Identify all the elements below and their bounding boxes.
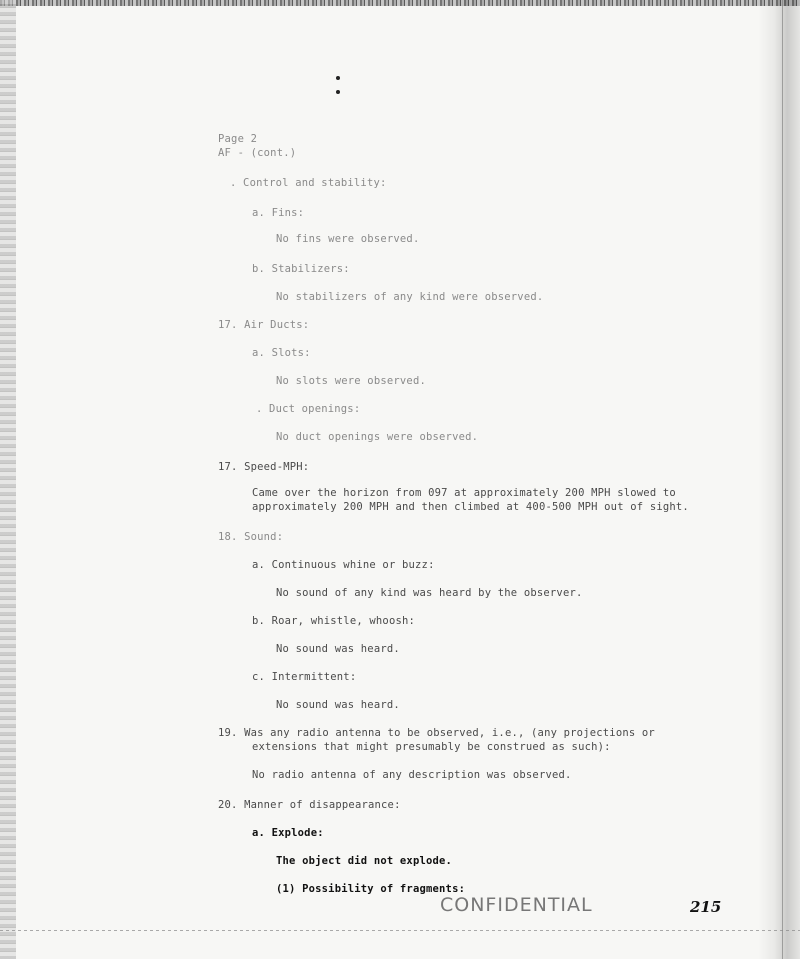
scan-right-line — [782, 0, 783, 959]
text-line: 17. Speed-MPH: — [218, 461, 310, 473]
text-line: b. Stabilizers: — [252, 263, 350, 275]
page-number: 215 — [690, 898, 722, 916]
text-line: a. Explode: — [252, 827, 324, 839]
text-line: Came over the horizon from 097 at approximately 200 MPH slowed to — [252, 487, 676, 499]
punch-mark — [336, 90, 340, 94]
text-line: a. Continuous whine or buzz: — [252, 559, 435, 571]
text-line: a. Slots: — [252, 347, 311, 359]
text-line: approximately 200 MPH and then climbed at 400-500 MPH out of sight. — [252, 501, 689, 513]
text-line: No sound of any kind was heard by the observer. — [276, 587, 583, 599]
text-line: 17. Air Ducts: — [218, 319, 310, 331]
text-line: The object did not explode. — [276, 855, 453, 867]
punch-mark — [336, 76, 340, 80]
text-line: No stabilizers of any kind were observed. — [276, 291, 544, 303]
text-line: AF - (cont.) — [218, 147, 297, 159]
text-line: 18. Sound: — [218, 531, 284, 543]
scan-right-shadow — [758, 0, 800, 959]
text-line: No radio antenna of any description was observed. — [252, 769, 572, 781]
text-line: No duct openings were observed. — [276, 431, 479, 443]
text-line: . Duct openings: — [256, 403, 361, 415]
text-line: . Control and stability: — [230, 177, 387, 189]
text-line: No sound was heard. — [276, 643, 400, 655]
confidential-stamp: CONFIDENTIAL — [440, 894, 593, 916]
text-line: No slots were observed. — [276, 375, 426, 387]
text-line: 19. Was any radio antenna to be observed, i.e., (any projections or — [218, 727, 655, 739]
text-line: No fins were observed. — [276, 233, 420, 245]
text-line: No sound was heard. — [276, 699, 400, 711]
scan-left-edge — [0, 0, 16, 959]
text-line: (1) Possibility of fragments: — [276, 883, 466, 895]
scan-top-edge — [0, 0, 800, 6]
text-line: c. Intermittent: — [252, 671, 357, 683]
text-line: a. Fins: — [252, 207, 305, 219]
text-line: extensions that might presumably be construed as such): — [252, 741, 611, 753]
scan-bottom-edge — [0, 930, 800, 931]
text-line: b. Roar, whistle, whoosh: — [252, 615, 416, 627]
text-line: Page 2 — [218, 133, 258, 145]
text-line: 20. Manner of disappearance: — [218, 799, 401, 811]
